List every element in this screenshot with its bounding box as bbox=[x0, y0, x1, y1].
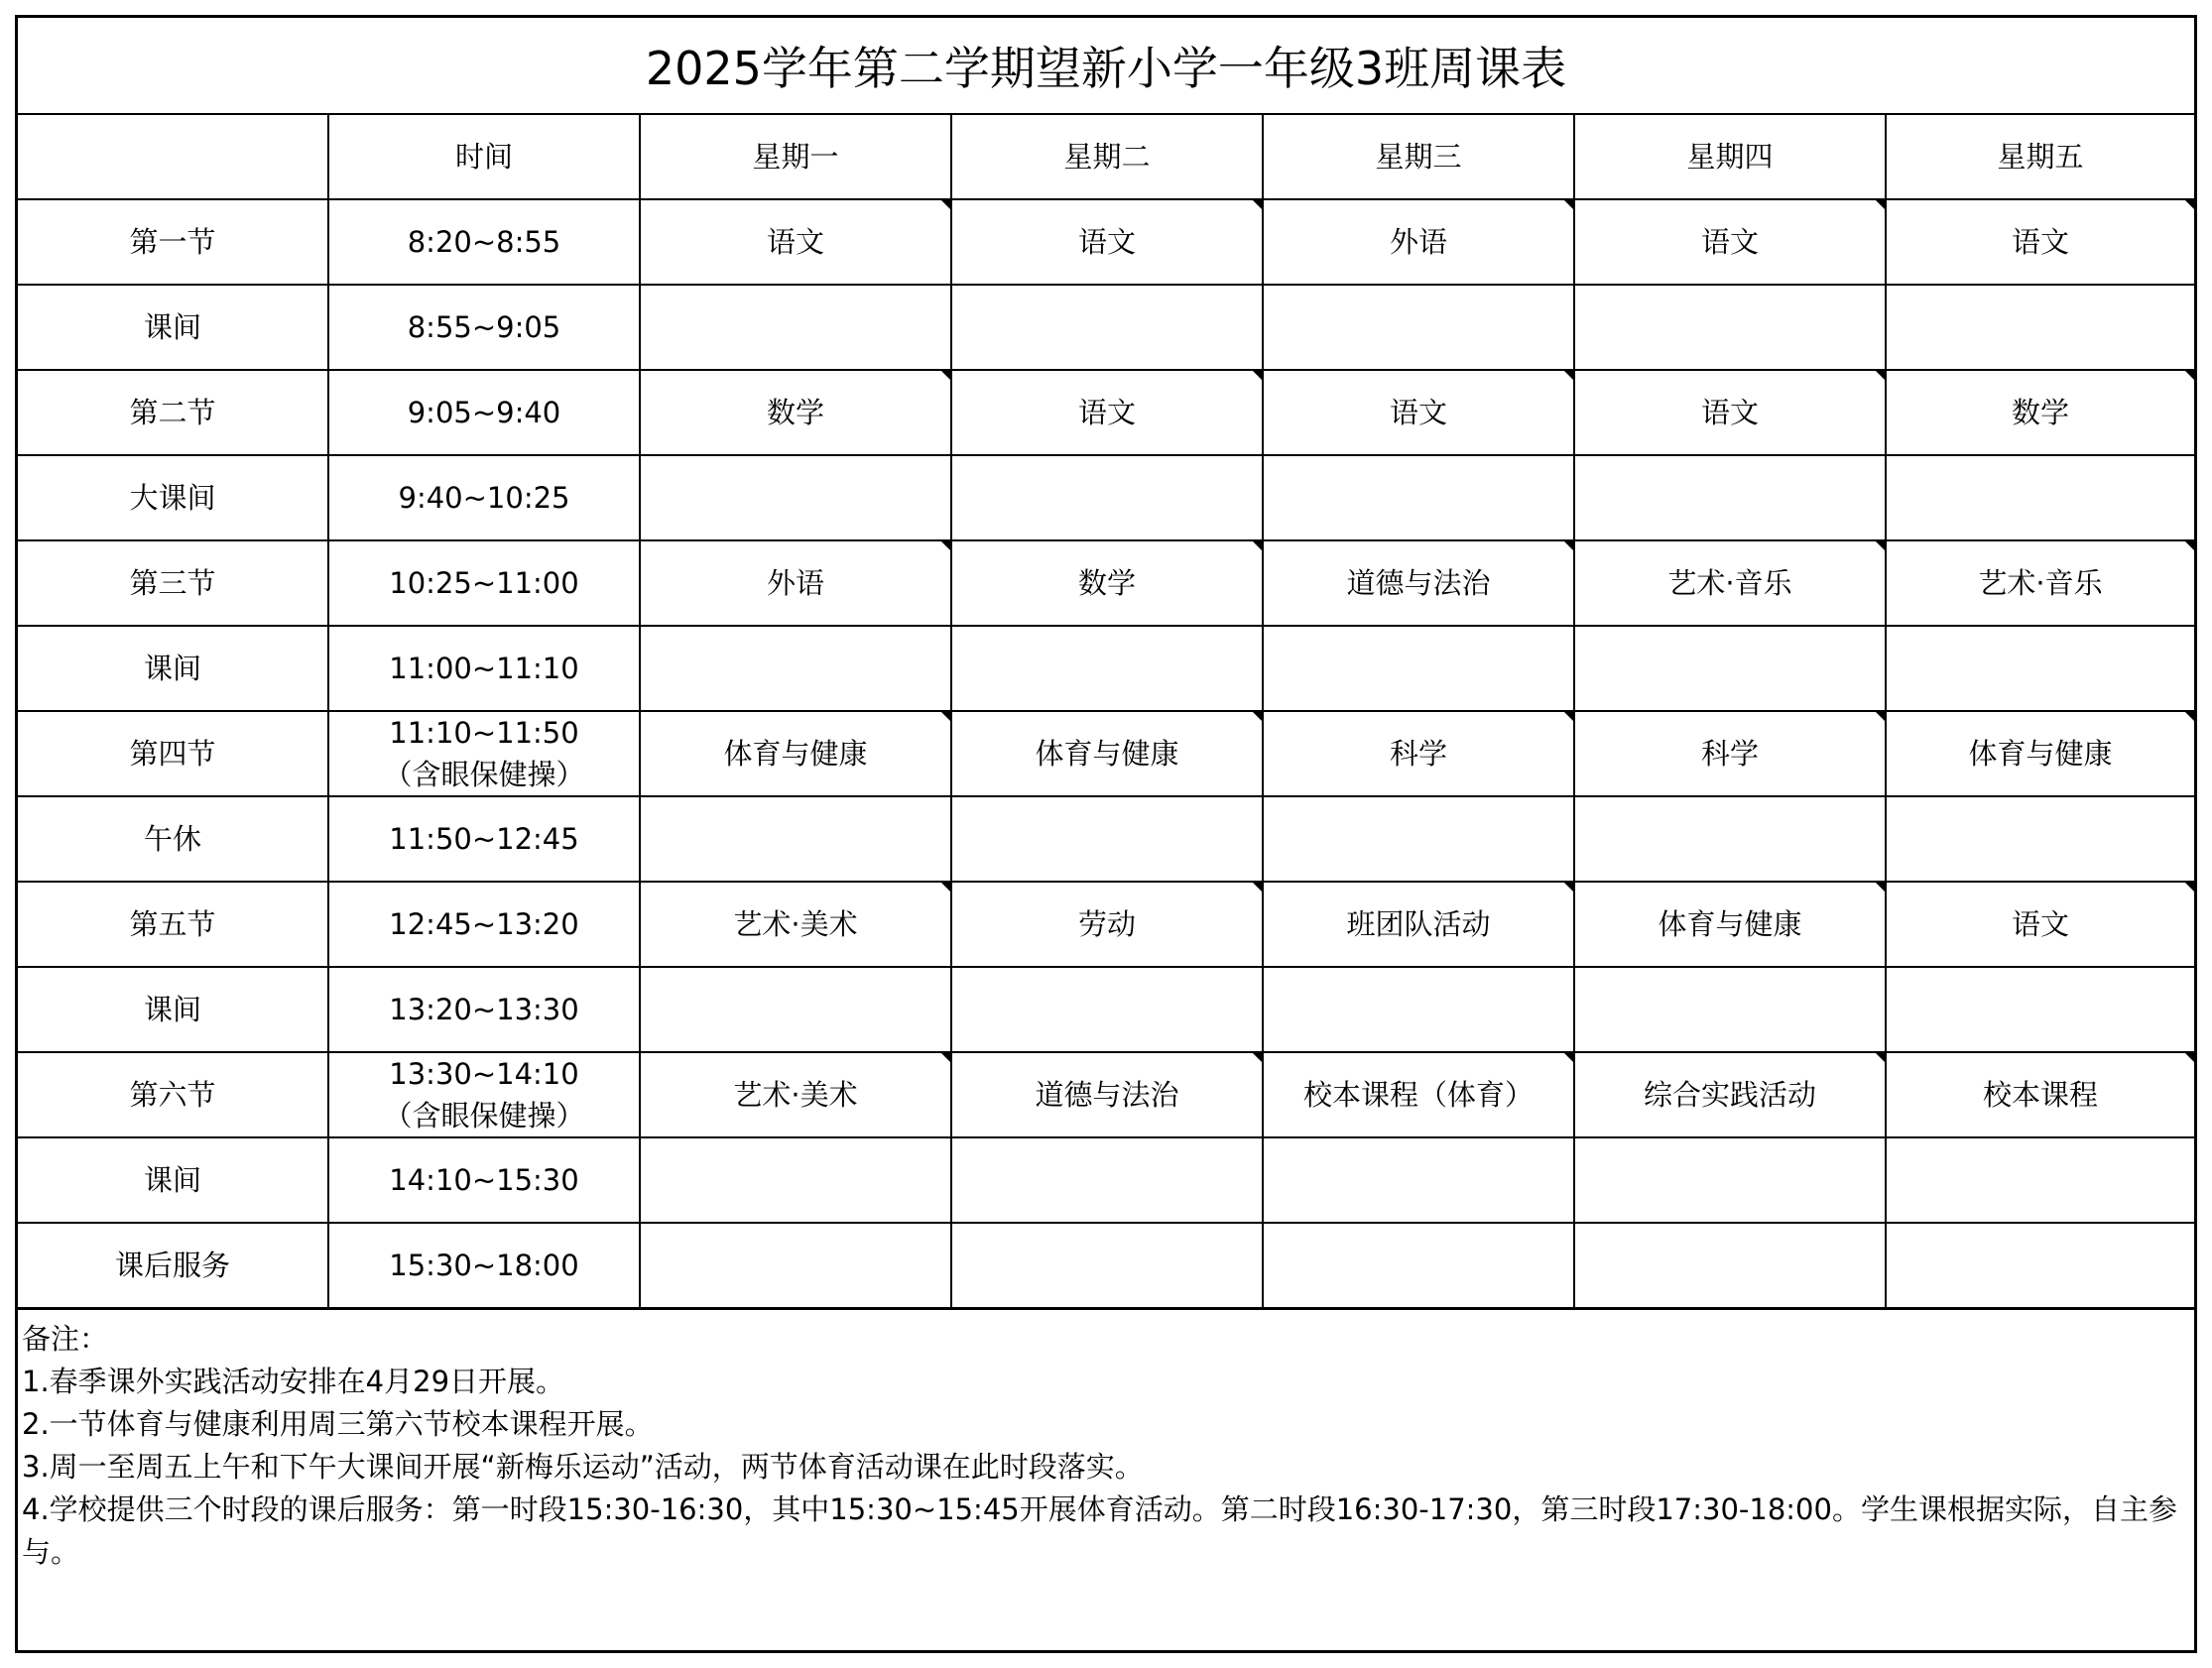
period-cell: 课间 bbox=[18, 1137, 328, 1223]
timetable-title: 2025学年第二学期望新小学一年级3班周课表 bbox=[18, 18, 2194, 115]
subject-cell bbox=[1263, 455, 1574, 540]
header-time-cell: 时间 bbox=[328, 115, 640, 199]
time-cell bbox=[328, 285, 640, 370]
time-range: 8:20~8:55 bbox=[407, 225, 561, 259]
period-cell: 第一节 bbox=[18, 199, 328, 285]
subject-cell: 科学 bbox=[1574, 711, 1886, 796]
subject-cell bbox=[640, 796, 951, 882]
schedule-row bbox=[18, 882, 2194, 967]
subject-cell bbox=[1574, 285, 1886, 370]
subject-cell bbox=[1574, 626, 1886, 711]
notes-section bbox=[18, 1310, 2194, 1574]
time-range: 9:40~10:25 bbox=[398, 481, 570, 515]
subject-cell bbox=[640, 455, 951, 540]
period-cell: 课间 bbox=[18, 967, 328, 1052]
time-range: 9:05~9:40 bbox=[407, 396, 561, 429]
subject-cell: 语文 bbox=[1886, 199, 2194, 285]
time-range: 13:30~14:10 bbox=[389, 1057, 579, 1091]
subject-cell bbox=[640, 1223, 951, 1309]
subject-cell bbox=[1886, 285, 2194, 370]
subject-cell bbox=[951, 967, 1263, 1052]
subject-cell: 校本课程（体育） bbox=[1263, 1052, 1574, 1137]
subject-cell: 语文 bbox=[951, 370, 1263, 455]
time-range: 8:55~9:05 bbox=[407, 310, 561, 344]
subject-cell bbox=[1886, 967, 2194, 1052]
subject-cell: 道德与法治 bbox=[1263, 540, 1574, 626]
subject-cell: 外语 bbox=[1263, 199, 1574, 285]
time-range: 14:10~15:30 bbox=[389, 1163, 579, 1197]
period-cell: 课后服务 bbox=[18, 1223, 328, 1309]
time-cell bbox=[328, 455, 640, 540]
subject-cell bbox=[951, 455, 1263, 540]
subject-cell bbox=[1574, 967, 1886, 1052]
time-note: （含眼保健操） bbox=[383, 1099, 585, 1132]
subject-cell: 体育与健康 bbox=[1574, 882, 1886, 967]
schedule-row bbox=[18, 967, 2194, 1052]
period-cell: 午休 bbox=[18, 796, 328, 882]
subject-cell: 体育与健康 bbox=[951, 711, 1263, 796]
schedule-row bbox=[18, 199, 2194, 285]
subject-cell bbox=[640, 967, 951, 1052]
header-day-cell: 星期三 bbox=[1263, 115, 1574, 199]
subject-cell: 数学 bbox=[951, 540, 1263, 626]
subject-cell bbox=[1886, 796, 2194, 882]
schedule-row bbox=[18, 1052, 2194, 1137]
subject-cell bbox=[1886, 626, 2194, 711]
note-item: 3.周一至周五上午和下午大课间开展“新梅乐运动”活动，两节体育活动课在此时段落实。 bbox=[22, 1450, 1144, 1484]
subject-cell bbox=[951, 1223, 1263, 1309]
subject-cell bbox=[1263, 796, 1574, 882]
period-cell: 第二节 bbox=[18, 370, 328, 455]
subject-cell: 体育与健康 bbox=[640, 711, 951, 796]
subject-cell bbox=[1886, 1137, 2194, 1223]
period-cell: 第四节 bbox=[18, 711, 328, 796]
subject-cell bbox=[1574, 796, 1886, 882]
schedule-row bbox=[18, 540, 2194, 626]
schedule-row bbox=[18, 626, 2194, 711]
period-cell: 第五节 bbox=[18, 882, 328, 967]
subject-cell bbox=[1574, 1137, 1886, 1223]
time-range: 11:50~12:45 bbox=[389, 822, 579, 856]
note-item: 2.一节体育与健康利用周三第六节校本课程开展。 bbox=[22, 1407, 654, 1441]
subject-cell bbox=[951, 796, 1263, 882]
note-item: 1.春季课外实践活动安排在4月29日开展。 bbox=[22, 1365, 565, 1398]
subject-cell: 艺术·音乐 bbox=[1574, 540, 1886, 626]
time-cell bbox=[328, 540, 640, 626]
subject-cell: 语文 bbox=[1574, 370, 1886, 455]
subject-cell bbox=[640, 626, 951, 711]
time-range: 10:25~11:00 bbox=[389, 566, 579, 600]
time-cell bbox=[328, 882, 640, 967]
subject-cell: 科学 bbox=[1263, 711, 1574, 796]
subject-cell: 语文 bbox=[951, 199, 1263, 285]
time-cell bbox=[328, 1137, 640, 1223]
note-item: 4.学校提供三个时段的课后服务：第一时段15:30-16:30，其中15:30~15:45开展体育活动。第二时段16:30-17:30，第三时段17:30-18:00。学生课根据实际，自主参与。 bbox=[22, 1492, 2177, 1569]
subject-cell: 班团队活动 bbox=[1263, 882, 1574, 967]
subject-cell: 语文 bbox=[640, 199, 951, 285]
subject-cell: 综合实践活动 bbox=[1574, 1052, 1886, 1137]
time-cell bbox=[328, 626, 640, 711]
subject-cell bbox=[1886, 455, 2194, 540]
subject-cell bbox=[951, 1137, 1263, 1223]
schedule-row bbox=[18, 370, 2194, 455]
subject-cell bbox=[1263, 626, 1574, 711]
subject-cell: 劳动 bbox=[951, 882, 1263, 967]
subject-cell bbox=[1263, 1223, 1574, 1309]
subject-cell: 道德与法治 bbox=[951, 1052, 1263, 1137]
schedule-row bbox=[18, 711, 2194, 796]
period-cell: 课间 bbox=[18, 285, 328, 370]
subject-cell: 校本课程 bbox=[1886, 1052, 2194, 1137]
subject-cell bbox=[1574, 455, 1886, 540]
subject-cell bbox=[1263, 967, 1574, 1052]
subject-cell bbox=[640, 1137, 951, 1223]
subject-cell: 数学 bbox=[640, 370, 951, 455]
subject-cell: 体育与健康 bbox=[1886, 711, 2194, 796]
schedule-table bbox=[18, 115, 2194, 1310]
period-cell: 第六节 bbox=[18, 1052, 328, 1137]
header-day-cell: 星期二 bbox=[951, 115, 1263, 199]
time-range: 13:20~13:30 bbox=[389, 993, 579, 1026]
schedule-row bbox=[18, 1223, 2194, 1309]
period-cell: 课间 bbox=[18, 626, 328, 711]
subject-cell: 语文 bbox=[1886, 882, 2194, 967]
header-day-cell: 星期五 bbox=[1886, 115, 2194, 199]
period-cell: 大课间 bbox=[18, 455, 328, 540]
subject-cell bbox=[1886, 1223, 2194, 1309]
subject-cell: 外语 bbox=[640, 540, 951, 626]
time-cell bbox=[328, 1223, 640, 1309]
time-note: （含眼保健操） bbox=[383, 758, 585, 791]
subject-cell bbox=[951, 285, 1263, 370]
time-cell bbox=[328, 199, 640, 285]
time-range: 11:00~11:10 bbox=[389, 652, 579, 685]
subject-cell bbox=[640, 285, 951, 370]
header-day-cell: 星期四 bbox=[1574, 115, 1886, 199]
header-row bbox=[18, 115, 2194, 199]
subject-cell: 语文 bbox=[1574, 199, 1886, 285]
subject-cell: 语文 bbox=[1263, 370, 1574, 455]
subject-cell: 艺术·美术 bbox=[640, 1052, 951, 1137]
time-cell bbox=[328, 796, 640, 882]
subject-cell bbox=[1574, 1223, 1886, 1309]
subject-cell bbox=[1263, 1137, 1574, 1223]
schedule-row bbox=[18, 796, 2194, 882]
time-cell bbox=[328, 711, 640, 796]
subject-cell: 艺术·美术 bbox=[640, 882, 951, 967]
subject-cell bbox=[951, 626, 1263, 711]
subject-cell: 数学 bbox=[1886, 370, 2194, 455]
header-day-cell: 星期一 bbox=[640, 115, 951, 199]
time-cell bbox=[328, 370, 640, 455]
subject-cell bbox=[1263, 285, 1574, 370]
time-cell bbox=[328, 967, 640, 1052]
timetable-sheet bbox=[15, 15, 2197, 1653]
notes-heading: 备注： bbox=[22, 1322, 109, 1356]
header-blank-cell bbox=[18, 115, 328, 199]
period-cell: 第三节 bbox=[18, 540, 328, 626]
schedule-row bbox=[18, 455, 2194, 540]
time-cell bbox=[328, 1052, 640, 1137]
time-range: 11:10~11:50 bbox=[389, 716, 579, 750]
schedule-row bbox=[18, 1137, 2194, 1223]
schedule-row bbox=[18, 285, 2194, 370]
subject-cell: 艺术·音乐 bbox=[1886, 540, 2194, 626]
time-range: 12:45~13:20 bbox=[389, 907, 579, 941]
time-range: 15:30~18:00 bbox=[389, 1249, 579, 1282]
